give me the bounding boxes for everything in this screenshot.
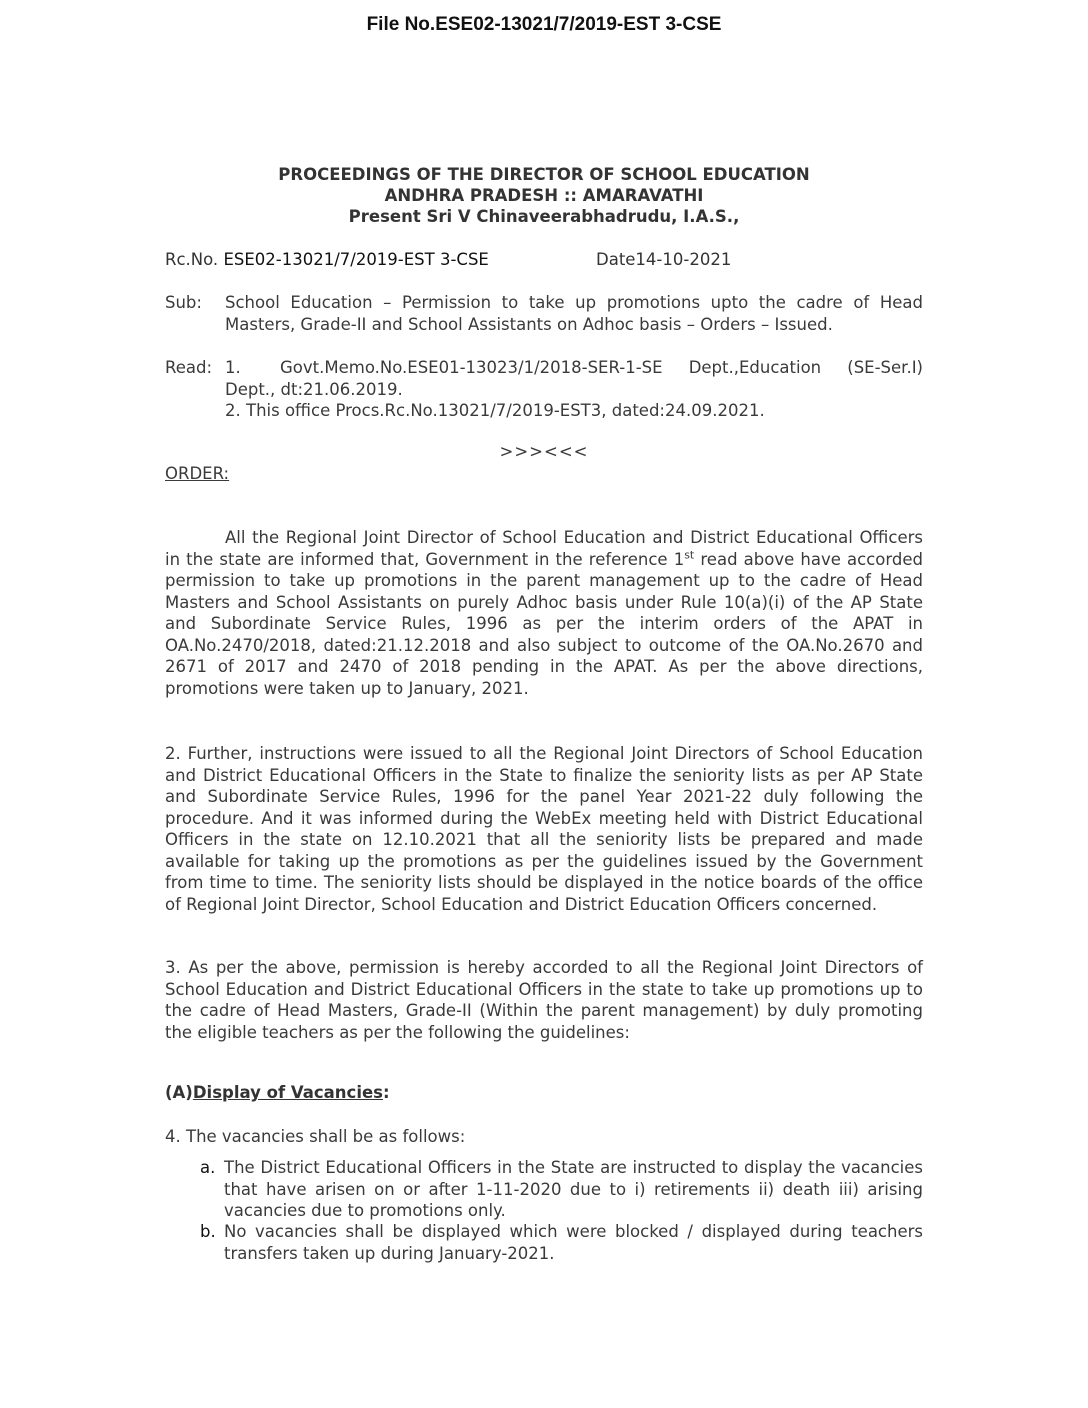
rc-number: ESE02-13021/7/2019-EST 3-CSE (223, 250, 489, 269)
paragraph-3: 3. As per the above, permission is hereby accorded to all the Regional Joint Directors of School Education and District Educational Officers in the state to take up promotions up to the cadre of Head Masters, Grade-II (Within the parent management) by duly promoting the eligible teachers as per the following the guidelines: (165, 958, 923, 1042)
read-block (165, 357, 923, 422)
subject-text: School Education – Permission to take up promotions upto the cadre of Head Masters, Grade-II and School Assistants on Adhoc basis – Orders – Issued. (225, 293, 923, 334)
reference-line (165, 250, 732, 269)
rc-date: Date14-10-2021 (596, 250, 732, 269)
paragraph-1 (165, 527, 923, 699)
subject-block (165, 292, 923, 335)
section-a-prefix: (A) (165, 1083, 193, 1102)
heading-line-3: Present Sri V Chinaveerabhadrudu, I.A.S., (348, 207, 740, 226)
rc-label: Rc.No. (165, 250, 219, 269)
paragraph-1-part-b: read above have accorded permission to take up promotions in the parent management up to the cadre of Head Masters and School Assistants on purely Adhoc basis under Rule 10(a)(i) of the AP State and Subordinate Service Rules, 1996 as per the interim orders of the APAT in OA.No.2470/2018, dated:21.12.2018 and also subject to outcome of the OA.No.2670 and 2671 of 2017 and 2470 of 2018 pending in the APAT. As per the above directions, promotions were taken up to January, 2021. (165, 549, 923, 698)
separator: >>><<< (499, 442, 589, 461)
heading-line-2: ANDHRA PRADESH :: AMARAVATHI (384, 186, 704, 205)
vacancies-intro: 4. The vacancies shall be as follows: (165, 1127, 466, 1146)
read-item-2: 2. This office Procs.Rc.No.13021/7/2019-EST3, dated:24.09.2021. (225, 401, 765, 420)
paragraph-2: 2. Further, instructions were issued to all the Regional Joint Directors of School Education and District Educational Officers in the State to finalize the seniority lists as per AP State and Subordinate Service Rules, 1996 for the panel Year 2021-22 duly following the procedure. And it was informed during the WebEx meeting held with District Educational Officers in the state on 12.10.2021 that all the seniority lists be prepared and made available for taking up the promotions as per the guidelines issued by the Government from time to time. The seniority lists should be displayed in the notice boards of the office of Regional Joint Director, School Education and District Education Officers concerned. (165, 744, 923, 914)
subject-label: Sub: (165, 293, 202, 312)
read-label: Read: (165, 358, 213, 377)
proceedings-heading (0, 164, 1088, 227)
paragraph-1-part-a: All the Regional Joint Director of School Education and District Educational Officers in the state are informed that, Government in the reference 1 (165, 528, 923, 569)
section-a-suffix: : (383, 1083, 390, 1102)
section-a-heading (165, 1083, 390, 1102)
heading-line-1: PROCEEDINGS OF THE DIRECTOR OF SCHOOL EDUCATION (278, 165, 810, 184)
list-item (200, 1221, 923, 1264)
list-item-text: The District Educational Officers in the State are instructed to display the vacancies that have arisen on or after 1-11-2020 due to i) retirements ii) death iii) arising vacancies due to promotions only. (224, 1158, 923, 1220)
order-label: ORDER: (165, 464, 230, 483)
read-item-1: Govt.Memo.No.ESE01-13023/1/2018-SER-1-SE Dept.,Education (SE-Ser.I) Dept., dt:21.06.2019. (225, 358, 923, 399)
list-item (200, 1157, 923, 1222)
list-item-marker: b. (200, 1222, 216, 1241)
paragraph-1-superscript: st (684, 548, 695, 561)
file-number: File No.ESE02-13021/7/2019-EST 3-CSE (366, 14, 722, 35)
list-item-marker: a. (200, 1158, 216, 1177)
section-a-title: Display of Vacancies (192, 1083, 383, 1102)
read-item-1-number: 1. (225, 358, 241, 377)
list-item-text: No vacancies shall be displayed which were blocked / displayed during teachers transfers taken up during January-2021. (224, 1222, 923, 1263)
